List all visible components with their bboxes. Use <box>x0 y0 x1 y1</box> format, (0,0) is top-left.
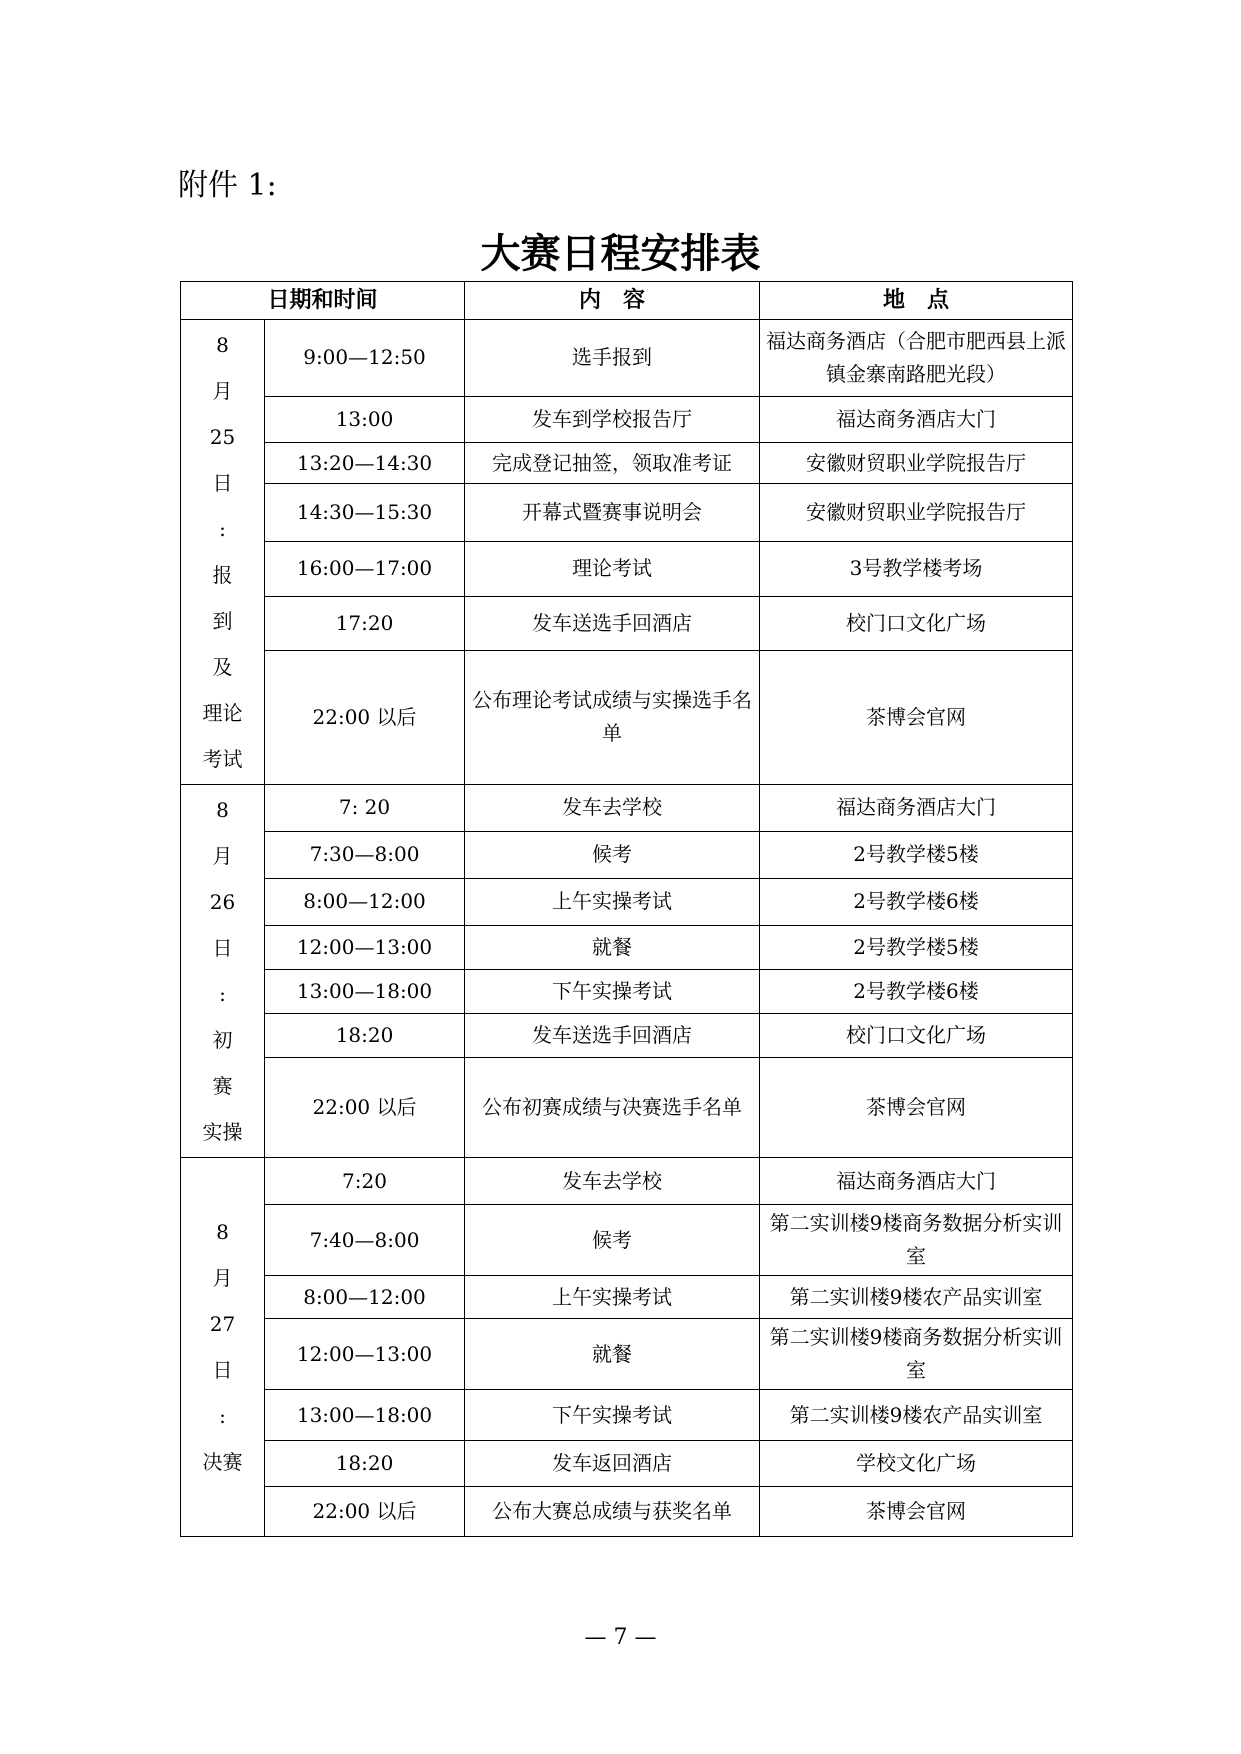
location-cell: 安徽财贸职业学院报告厅 <box>760 484 1073 541</box>
day-label-line: 25 <box>209 425 236 449</box>
location-cell: 茶博会官网 <box>760 1057 1073 1157</box>
table-row <box>181 1158 1073 1205</box>
location-cell: 2号教学楼6楼 <box>760 878 1073 925</box>
content-cell: 候考 <box>465 831 760 878</box>
content-cell: 就餐 <box>465 925 760 970</box>
table-row <box>181 878 1073 925</box>
time-cell: 13:00 <box>265 396 465 443</box>
location-cell: 学校文化广场 <box>760 1441 1073 1487</box>
time-cell: 7:20 <box>265 1158 465 1205</box>
day-label-line: : <box>219 517 226 541</box>
content-cell: 发车送选手回酒店 <box>465 596 760 650</box>
content-cell: 发车去学校 <box>465 1158 760 1205</box>
day-label-line: 及 <box>212 655 233 679</box>
location-cell: 3号教学楼考场 <box>760 541 1073 596</box>
day-label-line: 决赛 <box>202 1450 243 1474</box>
table-row <box>181 650 1073 784</box>
content-cell: 上午实操考试 <box>465 1276 760 1319</box>
location-cell: 福达商务酒店大门 <box>760 1158 1073 1205</box>
time-cell: 8:00—12:00 <box>265 878 465 925</box>
content-cell: 发车返回酒店 <box>465 1441 760 1487</box>
table-row <box>181 785 1073 832</box>
time-cell: 14:30—15:30 <box>265 484 465 541</box>
location-cell: 2号教学楼5楼 <box>760 925 1073 970</box>
time-cell: 12:00—13:00 <box>265 925 465 970</box>
content-cell: 发车送选手回酒店 <box>465 1014 760 1058</box>
time-cell: 18:20 <box>265 1014 465 1058</box>
time-cell: 8:00—12:00 <box>265 1276 465 1319</box>
time-cell: 22:00 以后 <box>265 1057 465 1157</box>
header-location: 地 点 <box>760 282 1073 320</box>
table-row <box>181 1014 1073 1058</box>
content-cell: 选手报到 <box>465 320 760 397</box>
table-row <box>181 1057 1073 1157</box>
day-label-line: 8 <box>216 798 229 822</box>
time-cell: 9:00—12:50 <box>265 320 465 397</box>
day-label-line: 理论 <box>202 701 243 725</box>
day-label-line: 26 <box>209 890 236 914</box>
day-label-line: 8 <box>216 1220 229 1244</box>
location-cell: 福达商务酒店大门 <box>760 785 1073 832</box>
time-cell: 13:20—14:30 <box>265 443 465 484</box>
day-label <box>181 320 265 785</box>
time-cell: 12:00—13:00 <box>265 1319 465 1390</box>
day-label-line: 日 <box>212 471 233 495</box>
table-row <box>181 1487 1073 1537</box>
time-cell: 17:20 <box>265 596 465 650</box>
time-cell: 7: 20 <box>265 785 465 832</box>
day-label <box>181 1158 265 1537</box>
day-label-line: : <box>219 982 226 1006</box>
day-label-line: 报 <box>212 563 233 587</box>
day-label-line: 实操 <box>202 1120 243 1144</box>
location-cell: 茶博会官网 <box>760 650 1073 784</box>
table-row <box>181 1205 1073 1276</box>
page-title: 大赛日程安排表 <box>480 231 761 277</box>
location-cell: 第二实训楼9楼商务数据分析实训室 <box>760 1205 1073 1276</box>
day-label-line: 日 <box>212 936 233 960</box>
location-cell: 第二实训楼9楼农产品实训室 <box>760 1390 1073 1441</box>
content-cell: 公布初赛成绩与决赛选手名单 <box>465 1057 760 1157</box>
content-cell: 公布理论考试成绩与实操选手名单 <box>465 650 760 784</box>
schedule-body <box>181 320 1073 1537</box>
content-cell: 开幕式暨赛事说明会 <box>465 484 760 541</box>
content-cell: 发车到学校报告厅 <box>465 396 760 443</box>
content-cell: 候考 <box>465 1205 760 1276</box>
day-label-line: 月 <box>212 844 233 868</box>
location-cell: 2号教学楼5楼 <box>760 831 1073 878</box>
content-cell: 发车去学校 <box>465 785 760 832</box>
table-row <box>181 1319 1073 1390</box>
time-cell: 7:30—8:00 <box>265 831 465 878</box>
location-cell: 安徽财贸职业学院报告厅 <box>760 443 1073 484</box>
table-header-row <box>181 282 1073 320</box>
table-row <box>181 484 1073 541</box>
table-row <box>181 443 1073 484</box>
location-cell: 茶博会官网 <box>760 1487 1073 1537</box>
day-label-line: 月 <box>212 379 233 403</box>
location-cell: 校门口文化广场 <box>760 1014 1073 1058</box>
time-cell: 22:00 以后 <box>265 650 465 784</box>
day-label-line: 到 <box>212 609 233 633</box>
content-cell: 上午实操考试 <box>465 878 760 925</box>
table-row <box>181 970 1073 1014</box>
table-row <box>181 596 1073 650</box>
table-row <box>181 1390 1073 1441</box>
time-cell: 13:00—18:00 <box>265 1390 465 1441</box>
content-cell: 就餐 <box>465 1319 760 1390</box>
table-row <box>181 1441 1073 1487</box>
content-cell: 下午实操考试 <box>465 970 760 1014</box>
time-cell: 16:00—17:00 <box>265 541 465 596</box>
location-cell: 2号教学楼6楼 <box>760 970 1073 1014</box>
day-label-line: 27 <box>209 1312 236 1336</box>
table-row <box>181 1276 1073 1319</box>
header-datetime: 日期和时间 <box>181 282 465 320</box>
day-label-line: 日 <box>212 1358 233 1382</box>
content-cell: 下午实操考试 <box>465 1390 760 1441</box>
content-cell: 完成登记抽签，领取准考证 <box>465 443 760 484</box>
page-number: — 7 — <box>584 1625 657 1650</box>
table-row <box>181 396 1073 443</box>
time-cell: 7:40—8:00 <box>265 1205 465 1276</box>
content-cell: 理论考试 <box>465 541 760 596</box>
day-label-line: 赛 <box>212 1074 233 1098</box>
location-cell: 福达商务酒店大门 <box>760 396 1073 443</box>
time-cell: 13:00—18:00 <box>265 970 465 1014</box>
location-cell: 福达商务酒店（合肥市肥西县上派镇金寨南路肥光段） <box>760 320 1073 397</box>
table-row <box>181 541 1073 596</box>
attachment-label: 附件 1: <box>178 168 277 203</box>
table-row <box>181 831 1073 878</box>
day-label-line: 8 <box>216 333 229 357</box>
location-cell: 校门口文化广场 <box>760 596 1073 650</box>
time-cell: 18:20 <box>265 1441 465 1487</box>
schedule-table <box>180 281 1073 1537</box>
time-cell: 22:00 以后 <box>265 1487 465 1537</box>
day-label <box>181 785 265 1158</box>
location-cell: 第二实训楼9楼农产品实训室 <box>760 1276 1073 1319</box>
location-cell: 第二实训楼9楼商务数据分析实训室 <box>760 1319 1073 1390</box>
day-label-line: 初 <box>212 1028 233 1052</box>
content-cell: 公布大赛总成绩与获奖名单 <box>465 1487 760 1537</box>
day-label-line: 考试 <box>202 747 243 771</box>
table-row <box>181 925 1073 970</box>
header-content: 内 容 <box>465 282 760 320</box>
day-label-line: : <box>219 1404 226 1428</box>
table-row <box>181 320 1073 397</box>
day-label-line: 月 <box>212 1266 233 1290</box>
